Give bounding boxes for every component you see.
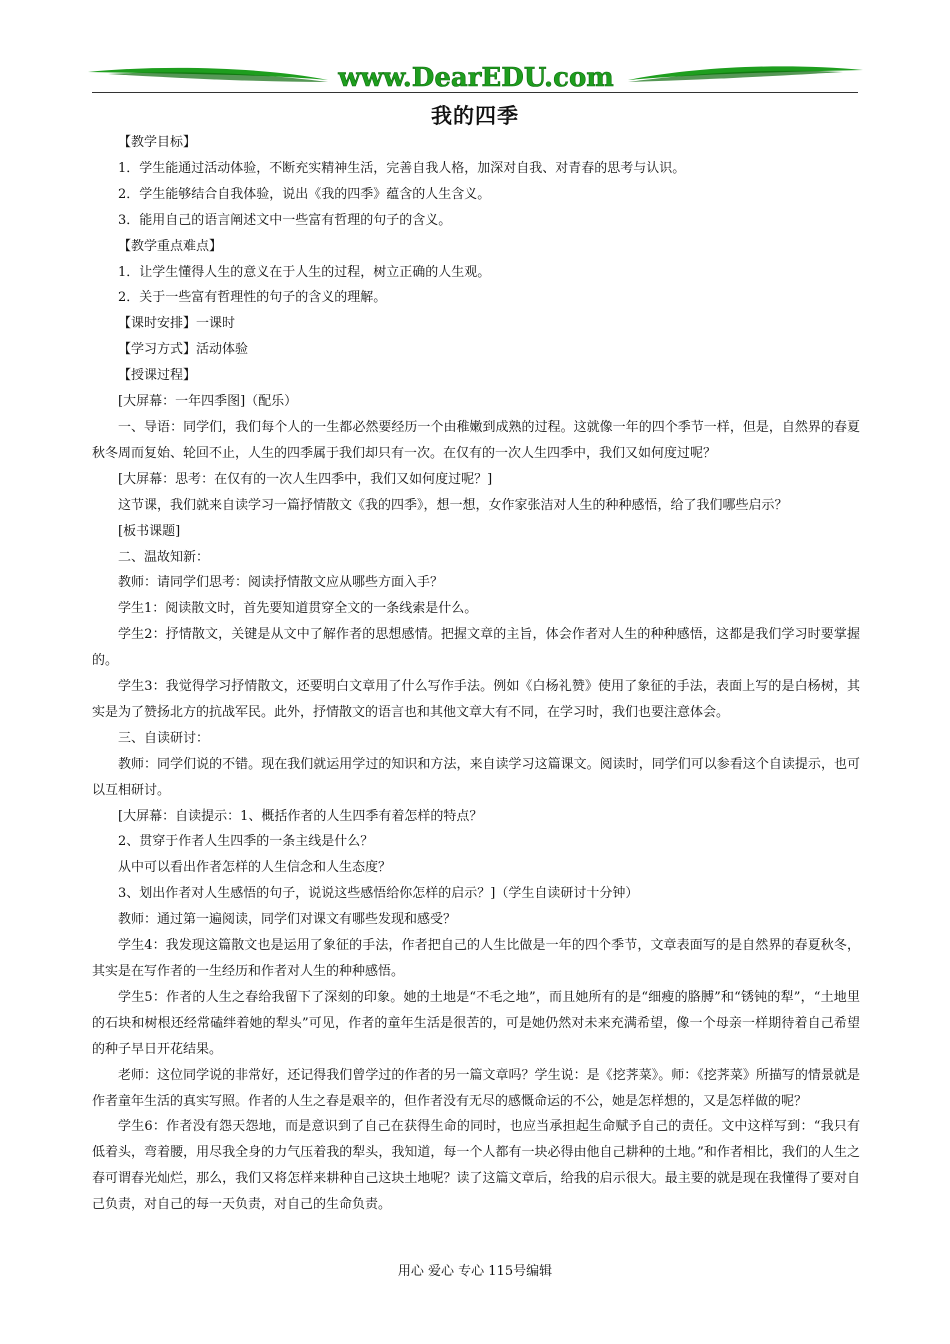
paragraph: 2．关于一些富有哲理性的句子的含义的理解。 (118, 290, 387, 306)
paragraph: [大屏幕：自读提示：1、概括作者的人生四季有着怎样的特点？ (118, 808, 483, 824)
page-footer: 用心 爱心 专心 115号编辑 (397, 1264, 553, 1279)
paragraph: 教师：通过第一遍阅读，同学们对课文有哪些发现和感受？ (118, 912, 457, 928)
paragraph: 【授课过程】 (118, 368, 197, 384)
paragraph: 【教学目标】 (118, 135, 197, 150)
paragraph: 【教学重点难点】 (118, 238, 223, 254)
paragraph: 3．能用自己的语言阐述文中一些富有哲理的句子的含义。 (118, 212, 452, 228)
paragraph: 学生5：作者的人生之春给我留下了深刻的印象。她的土地是“不毛之地”，而且她所有的是“细瘦的胳膊”和“锈钝的犁”，“土地里的石块和树根还经常磕绊着她的犁头”可见，作者的童年生活是很苦的，可是她仍然对未来充满希望，像一个母亲一样期待着自己希望的种子早日开花结果。 (92, 989, 860, 1057)
paragraph: 教师：同学们说的不错。现在我们就运用学过的知识和方法，来自读学习这篇课文。阅读时，同学们可以参看这个自读提示，也可以互相研讨。 (92, 756, 860, 798)
paragraph: 1．学生能通过活动体验，不断充实精神生活，完善自我人格，加深对自我、对青春的思考与认识。 (118, 160, 686, 176)
paragraph: 1．让学生懂得人生的意义在于人生的过程，树立正确的人生观。 (118, 264, 491, 280)
document-title: 我的四季 (431, 104, 519, 128)
paragraph: 老师：这位同学说的非常好，还记得我们曾学过的作者的另一篇文章吗？学生说：是《挖荠菜》。师：《挖荠菜》所描写的情景就是作者童年生活的真实写照。作者的人生之春是艰辛的，但作者没有无尽的感慨命运的不公，她是怎样想的，又是怎样做的呢？ (92, 1067, 860, 1109)
paragraph: 【学习方式】活动体验 (118, 342, 249, 358)
paragraph: 2、贯穿于作者人生四季的一条主线是什么？ (118, 834, 374, 850)
paragraph: 这节课，我们就来自读学习一篇抒情散文《我的四季》，想一想，女作家张洁对人生的种种感悟，给了我们哪些启示？ (118, 497, 788, 513)
paragraph: 学生4：我发现这篇散文也是运用了象征的手法，作者把自己的人生比做是一年的四个季节，文章表面写的是自然界的春夏秋冬，其实是在写作者的一生经历和作者对人生的种种感悟。 (92, 938, 860, 979)
paragraph: 3、划出作者对人生感悟的句子，说说这些感悟给你怎样的启示？]（学生自读研讨十分钟） (118, 886, 639, 902)
paragraph: 学生6：作者没有怨天怨地，而是意识到了自己在获得生命的同时，也应当承担起生命赋予自己的责任。文中这样写到：“我只有低着头，弯着腰，用尽我全身的力气压着我的犁头，我知道，每一个人都有一块必得由他自己耕种的土地。”和作者相比，我们的人生之春可谓春光灿烂，那么，我们又将怎样来耕种自己这块土地呢？读了这篇文章后，给我的启示很大。最主要的就是现在我懂得了要对自己负责，对自己的每一天负责，对自己的生命负责。 (92, 1119, 860, 1213)
logo-swoosh-graphic (88, 60, 863, 96)
header-rule (92, 92, 858, 93)
paragraph: 学生1：阅读散文时，首先要知道贯穿全文的一条线索是什么。 (118, 601, 478, 617)
paragraph: 学生2：抒情散文，关键是从文中了解作者的思想感情。把握文章的主旨，体会作者对人生的种种感悟，这都是我们学习时要掌握的。 (92, 627, 860, 669)
paragraph: [大屏幕：一年四季图]（配乐） (118, 394, 298, 410)
paragraph: 三、自读研讨： (118, 730, 210, 746)
paragraph: 教师：请同学们思考：阅读抒情散文应从哪些方面入手？ (118, 575, 444, 591)
logo-text: www.DearEDU.com (338, 63, 614, 93)
paragraph: 2．学生能够结合自我体验，说出《我的四季》蕴含的人生含义。 (118, 186, 491, 202)
paragraph: 一、导语：同学们，我们每个人的一生都必然要经历一个由稚嫩到成熟的过程。这就像一年的四个季节一样，但是，自然界的春夏秋冬周而复始、轮回不止，人生的四季属于我们却只有一次。在仅有的一次人生四季中，我们又如何度过呢？ (92, 419, 860, 461)
paragraph: [大屏幕：思考：在仅有的一次人生四季中，我们又如何度过呢？] (118, 471, 493, 487)
paragraph: 二、温故知新： (118, 549, 210, 565)
paragraph: 【课时安排】一课时 (118, 316, 236, 332)
paragraph: 学生3：我觉得学习抒情散文，还要明白文章用了什么写作手法。例如《白杨礼赞》使用了象征的手法，表面上写的是白杨树，其实是为了赞扬北方的抗战军民。此外，抒情散文的语言也和其他文章大有不同，在学习时，我们也要注意体会。 (92, 679, 860, 720)
document-body (92, 130, 860, 1218)
paragraph: 从中可以看出作者怎样的人生信念和人生态度？ (118, 860, 392, 876)
site-logo-banner (88, 60, 863, 96)
paragraph: [板书课题] (118, 523, 181, 539)
